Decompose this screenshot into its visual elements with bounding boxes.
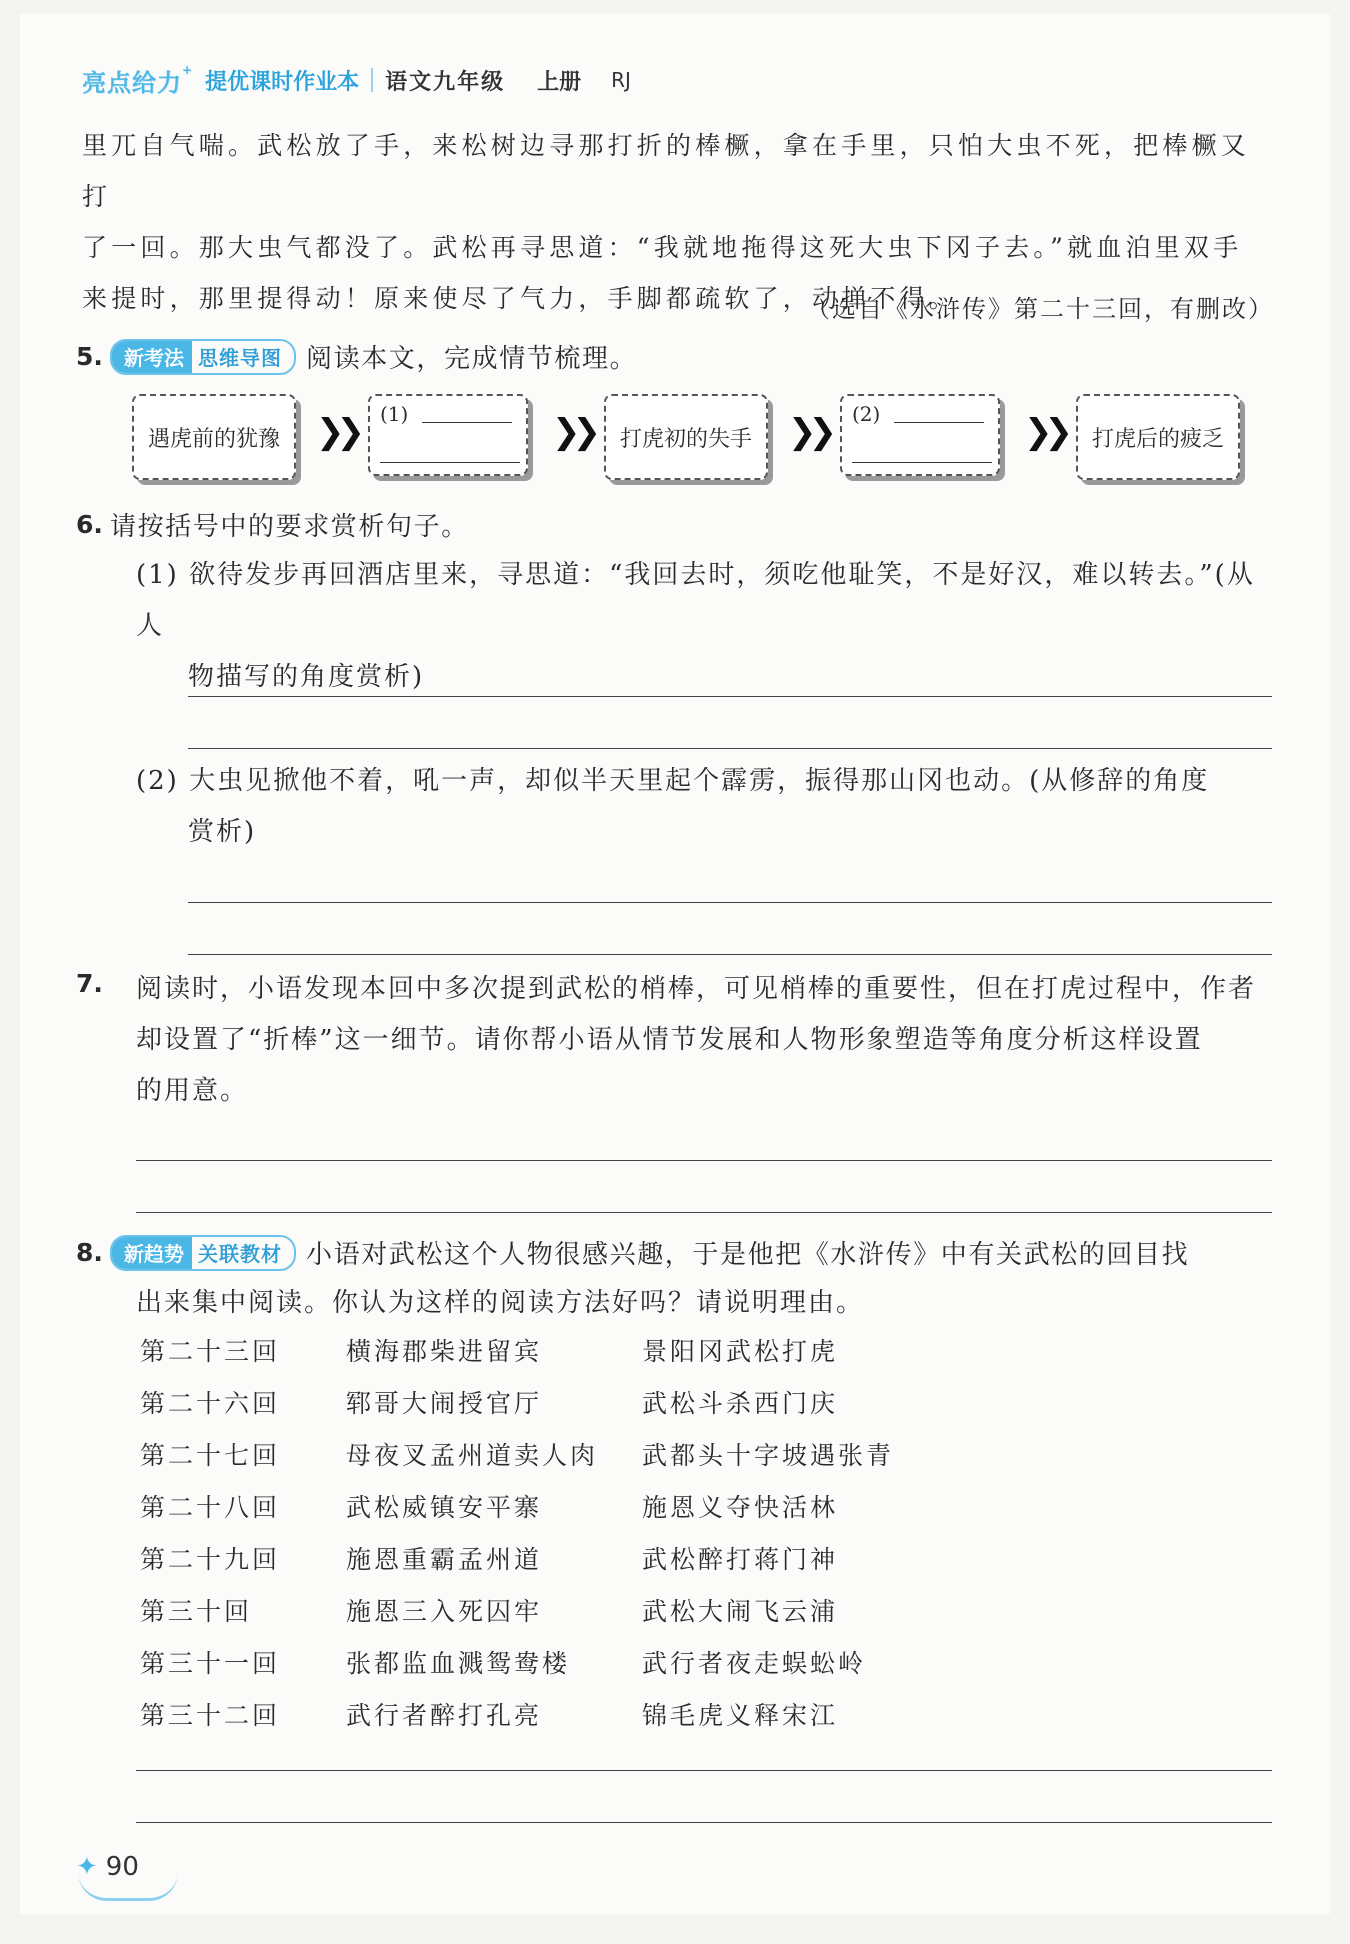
passage-line: 了一回。那大虫气都没了。武松再寻思道：“我就地拖得这死大虫下冈子去。”就血泊里双手 xyxy=(82,233,1243,262)
tag-primary: 新考法 xyxy=(112,341,192,373)
question-7 xyxy=(136,964,1276,1117)
answer-line[interactable] xyxy=(136,1822,1272,1823)
question-text: 赏析) xyxy=(188,817,257,847)
chapter-title-a: 张都监血溅鸳鸯楼 xyxy=(346,1649,571,1678)
question-number: 5. xyxy=(76,342,103,371)
header-divider xyxy=(371,68,373,92)
chapter-title-a: 施恩三入死囚牢 xyxy=(346,1597,543,1626)
chapter-title-b: 锦毛虎义释宋江 xyxy=(642,1701,839,1730)
chapter-number: 第二十九回 xyxy=(140,1545,281,1574)
chapter-number: 第二十七回 xyxy=(140,1441,281,1470)
question-7-number-row xyxy=(76,969,110,998)
chapter-number: 第二十六回 xyxy=(140,1389,281,1418)
flow-arrow-icon: ❯❯ xyxy=(316,412,357,452)
question-5 xyxy=(76,338,637,375)
passage-line: 里兀自气喘。武松放了手，来松树边寻那打折的棒橛，拿在手里，只怕大虫不死，把棒橛又打 xyxy=(82,131,1251,211)
chapter-number: 第三十回 xyxy=(140,1597,253,1626)
answer-line xyxy=(894,422,984,423)
tag-secondary: 关联教材 xyxy=(198,1242,282,1266)
star-icon: ✦ xyxy=(76,1852,98,1882)
question-tag xyxy=(110,339,296,375)
flow-box-after: 打虎后的疲乏 xyxy=(1076,394,1240,480)
chapter-title-a: 施恩重霸孟州道 xyxy=(346,1545,543,1574)
question-text: 的用意。 xyxy=(136,1076,249,1106)
subject-grade: 语文九年级 xyxy=(385,69,506,95)
chapter-title-a: 横海郡柴进留宾 xyxy=(346,1337,543,1366)
blank-number: (1) xyxy=(380,402,409,426)
answer-line[interactable] xyxy=(188,902,1272,903)
answer-line[interactable] xyxy=(136,1160,1272,1161)
chapter-number: 第二十三回 xyxy=(140,1337,281,1366)
chapter-number: 第二十八回 xyxy=(140,1493,281,1522)
answer-line xyxy=(852,462,992,463)
question-text: 物描写的角度赏析) xyxy=(188,662,425,692)
chapter-title-b: 景阳冈武松打虎 xyxy=(642,1337,839,1366)
question-text: 出来集中阅读。你认为这样的阅读方法好吗？请说明理由。 xyxy=(136,1288,865,1318)
question-text: 小语对武松这个人物很感兴趣，于是他把《水浒传》中有关武松的回目找 xyxy=(306,1240,1190,1270)
page-number xyxy=(76,1852,139,1882)
question-number: 8. xyxy=(76,1238,103,1267)
chapter-title-b: 武行者夜走蜈蚣岭 xyxy=(642,1649,867,1678)
page-header xyxy=(82,60,631,100)
chapter-number: 第三十二回 xyxy=(140,1701,281,1730)
flow-blank-1[interactable] xyxy=(368,394,528,476)
chapter-title-a: 武行者醉打孔亮 xyxy=(346,1701,543,1730)
question-text: (2) 大虫见掀他不着，吼一声，却似半天里起个霹雳，振得那山冈也动。(从修辞的角度 xyxy=(136,766,1210,796)
answer-line[interactable] xyxy=(136,1212,1272,1213)
flow-arrow-icon: ❯❯ xyxy=(788,412,829,452)
question-6-part-1 xyxy=(136,550,1276,703)
answer-line[interactable] xyxy=(188,954,1272,955)
question-6-part-2 xyxy=(136,756,1276,858)
chapter-title-a: 郓哥大闹授官厅 xyxy=(346,1389,543,1418)
question-text: 请按括号中的要求赏析句子。 xyxy=(110,512,469,542)
question-tag xyxy=(110,1235,296,1271)
question-text: 阅读时，小语发现本回中多次提到武松的梢棒，可见梢棒的重要性，但在打虎过程中，作者 xyxy=(136,974,1257,1004)
passage-line: 来提时，那里提得动！原来使尽了气力，手脚都疏软了，动掸不得。 xyxy=(82,284,959,313)
chapter-title-b: 武松大闹飞云浦 xyxy=(642,1597,839,1626)
edition-label: RJ xyxy=(611,68,631,92)
answer-line xyxy=(380,462,520,463)
blank-number: (2) xyxy=(852,402,881,426)
chapter-title-b: 武松斗杀西门庆 xyxy=(642,1389,839,1418)
tag-secondary: 思维导图 xyxy=(198,346,282,370)
chapter-number: 第三十一回 xyxy=(140,1649,281,1678)
page-number-text: 90 xyxy=(105,1852,139,1882)
chapter-title-a: 母夜叉孟州道卖人肉 xyxy=(346,1441,599,1470)
plot-flowchart xyxy=(132,394,1262,486)
question-number: 6. xyxy=(76,510,103,539)
question-number: 7. xyxy=(76,969,103,998)
workbook-page xyxy=(20,14,1330,1914)
question-8 xyxy=(76,1234,1189,1271)
passage-source: （选自《水浒传》第二十三回，有删改） xyxy=(806,295,1274,323)
question-6 xyxy=(76,506,469,543)
series-title: 提优课时作业本 xyxy=(205,69,360,95)
question-text: 却设置了“折棒”这一细节。请你帮小语从情节发展和人物形象塑造等角度分析这样设置 xyxy=(136,1025,1203,1055)
answer-line[interactable] xyxy=(136,1770,1272,1771)
answer-line[interactable] xyxy=(188,748,1272,749)
chapter-title-b: 武都头十字坡遇张青 xyxy=(642,1441,895,1470)
flow-blank-2[interactable] xyxy=(840,394,1000,476)
tag-primary: 新趋势 xyxy=(112,1237,192,1269)
answer-line[interactable] xyxy=(188,696,1272,697)
chapter-title-b: 武松醉打蒋门神 xyxy=(642,1545,839,1574)
flow-arrow-icon: ❯❯ xyxy=(552,412,593,452)
volume-label: 上册 xyxy=(537,69,582,95)
chapter-title-a: 武松威镇安平寨 xyxy=(346,1493,543,1522)
question-text: (1) 欲待发步再回酒店里来，寻思道：“我回去时，须吃他耻笑，不是好汉，难以转去。”(从人 xyxy=(136,560,1255,641)
flow-arrow-icon: ❯❯ xyxy=(1024,412,1065,452)
decorative-arc xyxy=(78,1872,178,1901)
question-text: 阅读本文，完成情节梳理。 xyxy=(306,344,638,374)
brand-logo: 亮点给力+ xyxy=(82,62,194,97)
flow-box-before: 遇虎前的犹豫 xyxy=(132,394,296,480)
chapter-title-b: 施恩义夺快活林 xyxy=(642,1493,839,1522)
answer-line xyxy=(422,422,512,423)
flow-box-first-attack: 打虎初的失手 xyxy=(604,394,768,480)
